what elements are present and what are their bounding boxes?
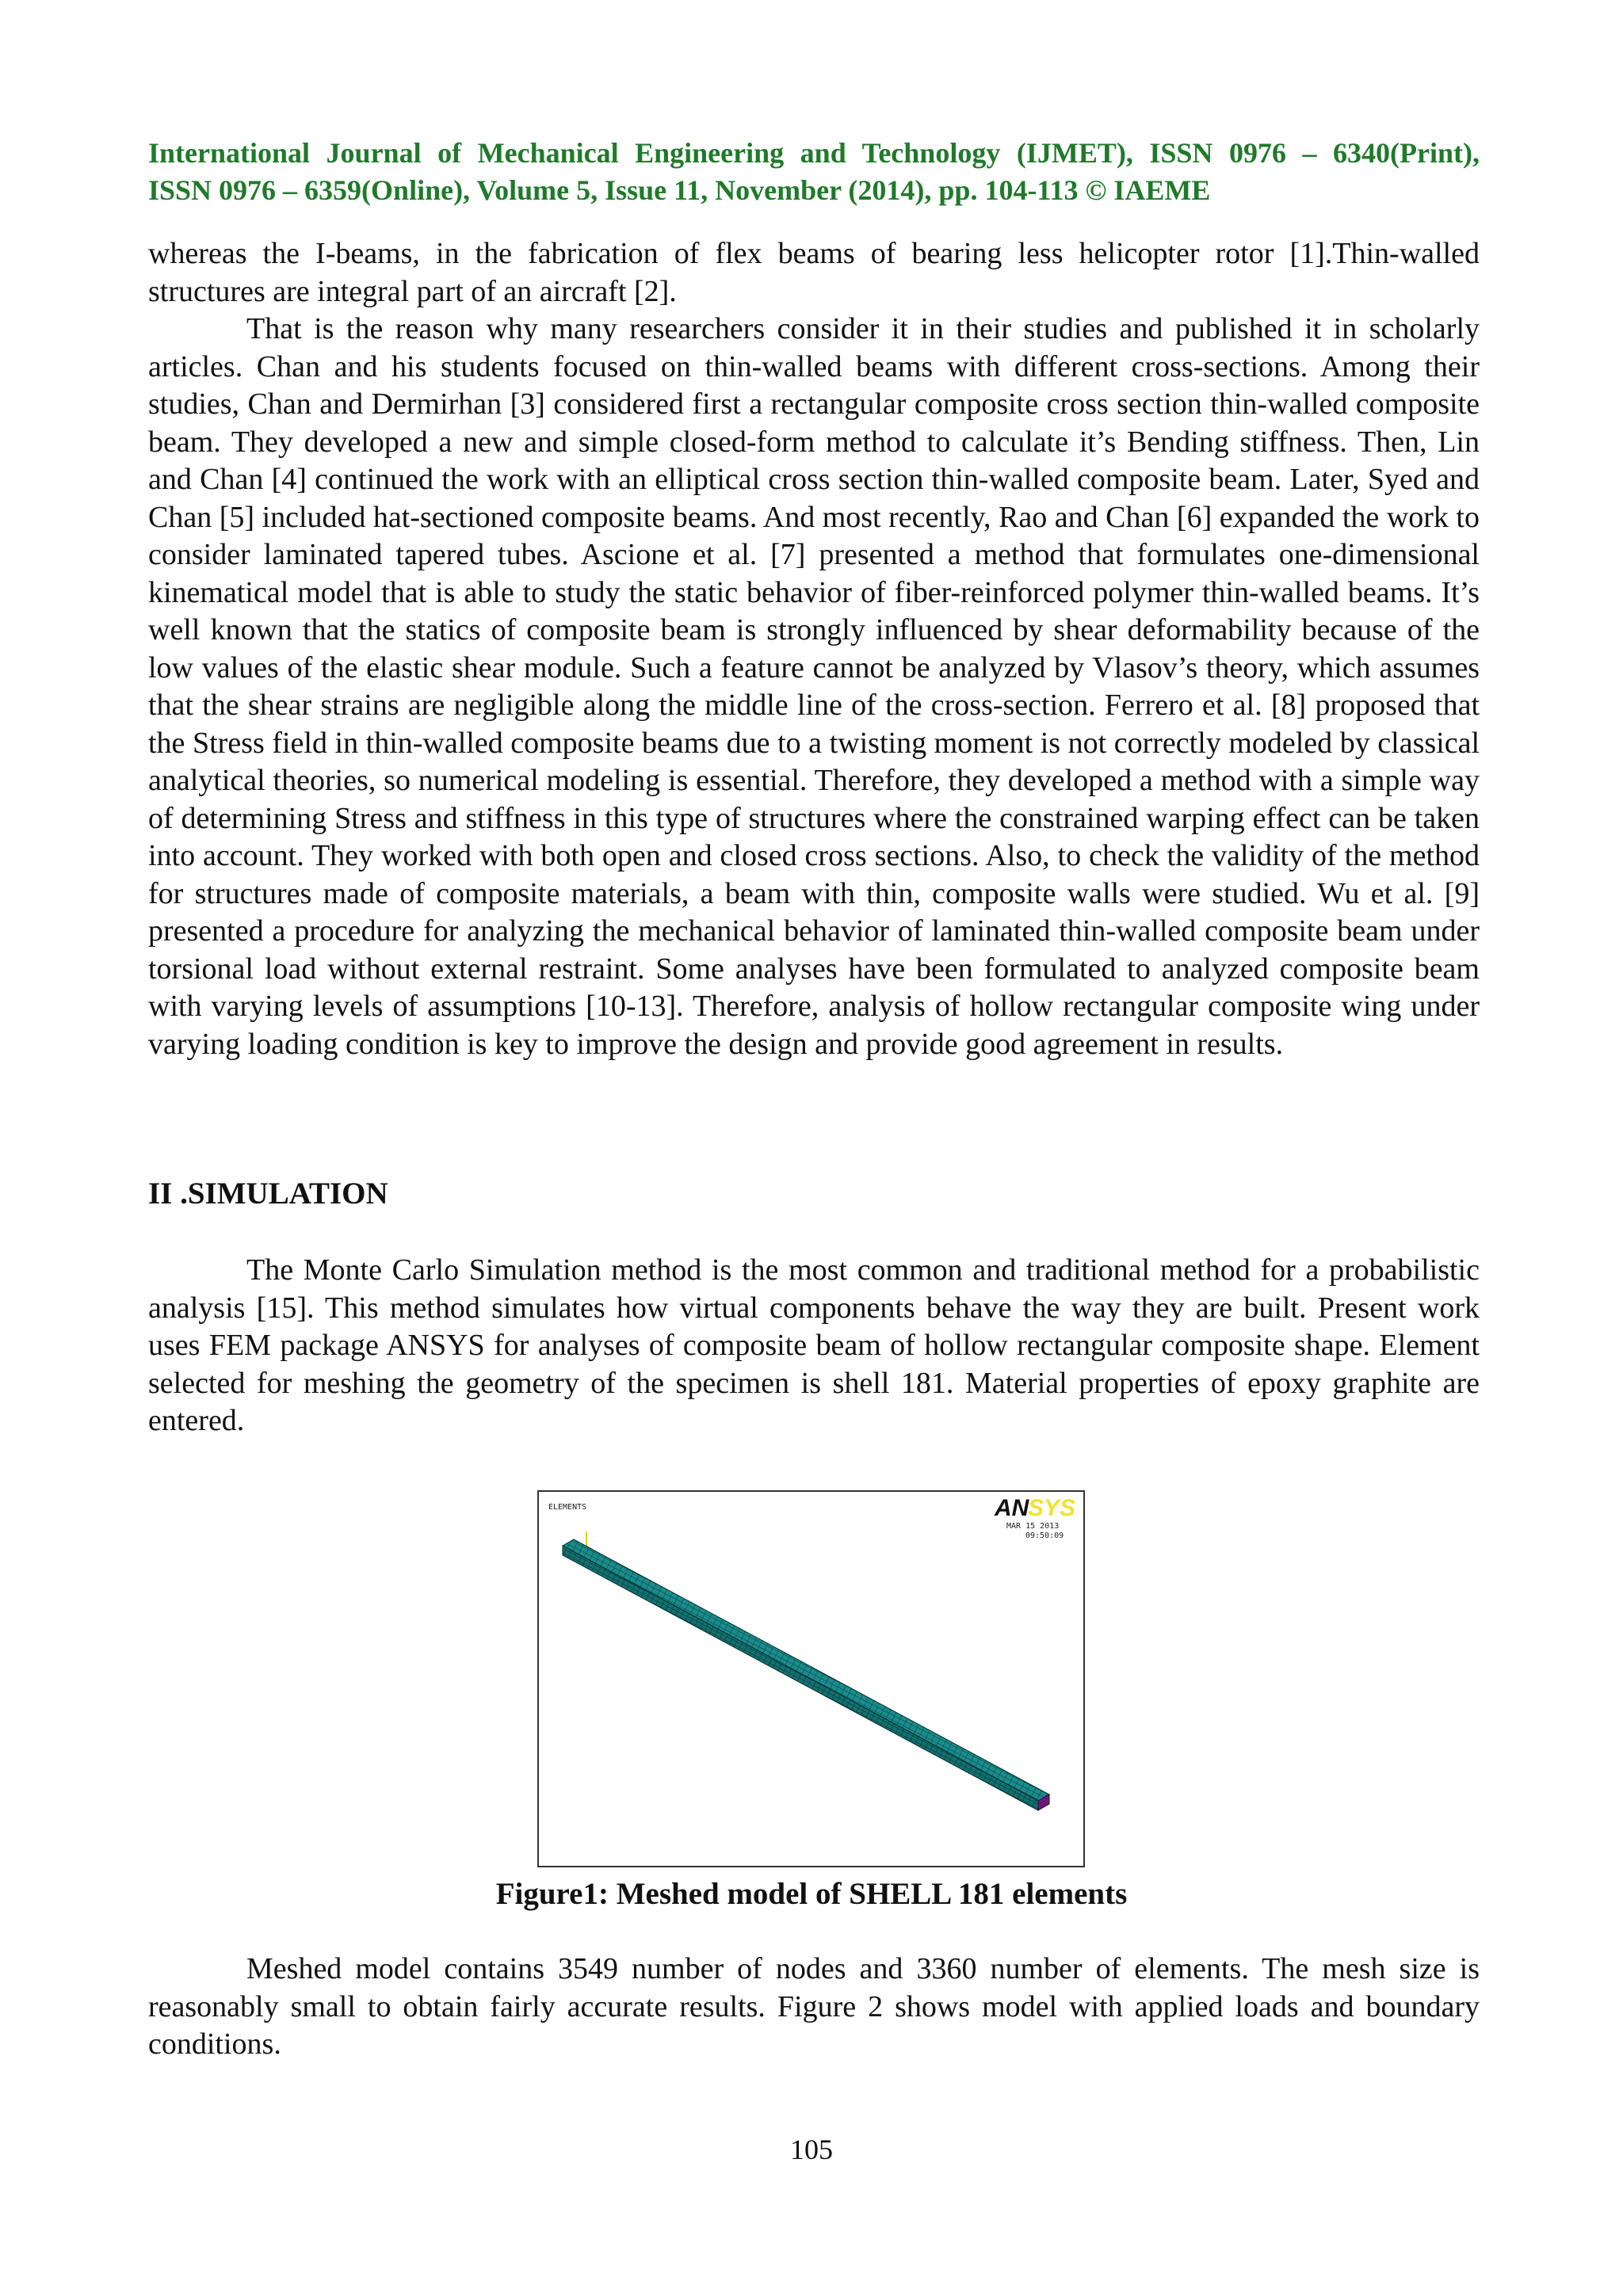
logo-an: AN	[995, 1495, 1029, 1521]
figure-caption: Figure1: Meshed model of SHELL 181 elements	[495, 1877, 1128, 1911]
meshed-beam	[563, 1539, 1049, 1810]
figure-time: 09:50:09	[1025, 1531, 1064, 1540]
journal-header	[148, 135, 1480, 209]
figure-date: MAR 15 2013	[1006, 1522, 1060, 1531]
paragraph-3: The Monte Carlo Simulation method is the most common and traditional method for a probabilistic analysis [15]. This method simulates how virtual components behave the way they are built. Present work uses FEM package ANSYS for analyses of composite beam of hollow rectangular composite shape. Element selected for meshing the geometry of the specimen is shell 181. Material properties of epoxy graphite are entered.	[148, 1253, 1480, 1437]
elements-label: ELEMENTS	[548, 1503, 587, 1512]
page-number: 105	[790, 2134, 833, 2165]
figure-meshed-model	[537, 1490, 1085, 1867]
section-title: II .SIMULATION	[148, 1177, 388, 1211]
header-line-2: ISSN 0976 – 6359(Online), Volume 5, Issue 11, November (2014), pp. 104-113 © IAEME	[148, 174, 1211, 206]
paragraph-1: whereas the I-beams, in the fabrication of flex beams of bearing less helicopter rotor [1].Thin-walled structures are integral part of an aircraft [2].	[148, 237, 1480, 308]
logo-sys: SYS	[1028, 1495, 1076, 1521]
ansys-logo	[994, 1495, 1075, 1521]
header-line-1: International Journal of Mechanical Engineering and Technology (IJMET), ISSN 0976 – 6340(Print),	[148, 137, 1480, 169]
mesh-render	[539, 1492, 1083, 1866]
paragraph-2: That is the reason why many researchers consider it in their studies and published it in scholarly articles. Chan and his students focused on thin-walled beams with different cross-sections. Among their studies, Chan and Dermirhan [3] considered first a rectangular composite cross section thin-walled composite beam. They developed a new and simple closed-form method to calculate it’s Bending stiffness. Then, Lin and Chan [4] continued the work with an elliptical cross section thin-walled composite beam. Later, Syed and Chan [5] included hat-sectioned composite beams. And most recently, Rao and Chan [6] expanded the work to consider laminated tapered tubes. Ascione et al. [7] presented a method that formulates one-dimensional kinematical model that is able to study the static behavior of fiber-reinforced polymer thin-walled beams. It’s well known that the statics of composite beam is strongly influenced by shear deformability because of the low values of the elastic shear module. Such a feature cannot be analyzed by Vlasov’s theory, which assumes that the shear strains are negligible along the middle line of the cross-section. Ferrero et al. [8] proposed that the Stress field in thin-walled composite beams due to a twisting moment is not correctly modeled by classical analytical theories, so numerical modeling is essential. Therefore, they developed a method with a simple way of determining Stress and stiffness in this type of structures where the constrained warping effect can be taken into account. They worked with both open and closed cross sections. Also, to check the validity of the method for structures made of composite materials, a beam with thin, composite walls were studied. Wu et al. [9] presented a procedure for analyzing the mechanical behavior of laminated thin-walled composite beam under torsional load without external restraint. Some analyses have been formulated to analyzed composite beam with varying levels of assumptions [10-13]. Therefore, analysis of hollow rectangular composite wing under varying loading condition is key to improve the design and provide good agreement in results.	[148, 312, 1480, 1061]
paragraph-4: Meshed model contains 3549 number of nodes and 3360 number of elements. The mesh size is reasonably small to obtain fairly accurate results. Figure 2 shows model with applied loads and boundary conditions.	[148, 1952, 1480, 2061]
